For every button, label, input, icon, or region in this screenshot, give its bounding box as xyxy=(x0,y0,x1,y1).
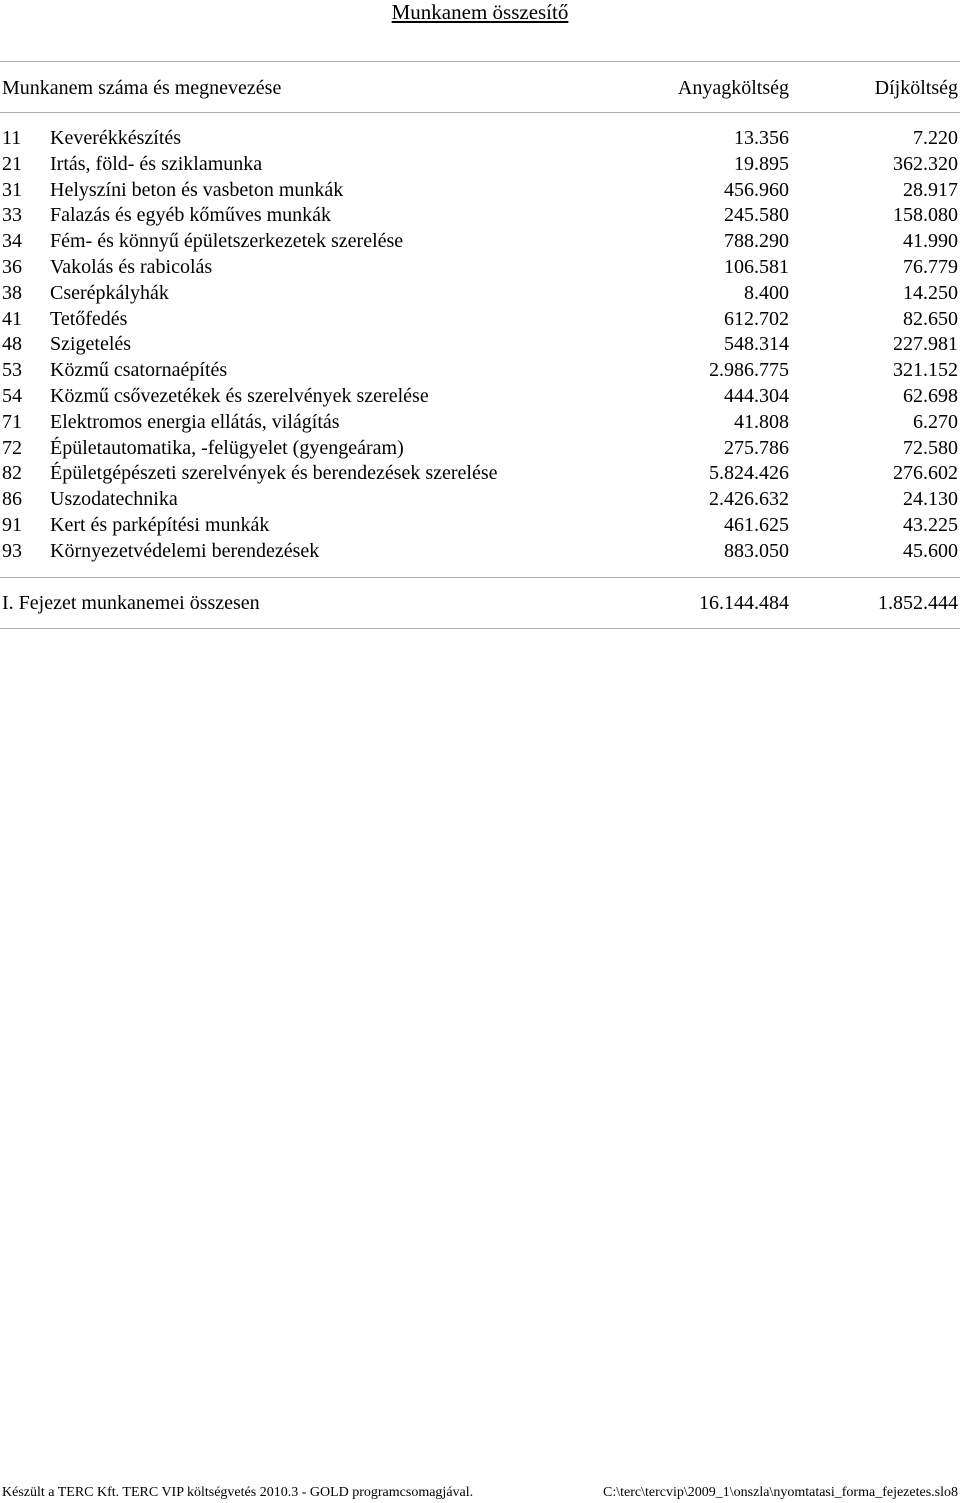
row-fee-cost: 276.602 xyxy=(893,462,958,485)
row-fee-cost: 43.225 xyxy=(903,513,958,536)
row-code: 48 xyxy=(2,333,22,356)
document-title: Munkanem összesítő xyxy=(391,0,569,24)
row-name: Kert és parképítési munkák xyxy=(50,513,270,536)
table-row xyxy=(0,126,960,152)
row-material-cost: 883.050 xyxy=(724,539,789,562)
row-fee-cost: 227.981 xyxy=(893,333,958,356)
row-material-cost: 548.314 xyxy=(724,333,789,356)
header-bottom-divider xyxy=(0,112,960,113)
row-material-cost: 2.986.775 xyxy=(709,359,789,382)
row-material-cost: 275.786 xyxy=(724,436,789,459)
table-row xyxy=(0,281,960,307)
row-fee-cost: 76.779 xyxy=(903,255,958,278)
row-name: Cserépkályhák xyxy=(50,281,169,304)
table-row xyxy=(0,307,960,333)
total-label: I. Fejezet munkanemei összesen xyxy=(2,592,260,614)
footer-file-path: C:\terc\tercvip\2009_1\onszla\nyomtatasi_forma_fejezetes.slo8 xyxy=(603,1485,958,1500)
total-top-divider xyxy=(0,577,960,578)
total-fee-cost: 1.852.444 xyxy=(878,592,958,614)
row-code: 71 xyxy=(2,410,22,433)
row-fee-cost: 72.580 xyxy=(903,436,958,459)
total-bottom-divider xyxy=(0,628,960,629)
row-fee-cost: 14.250 xyxy=(903,281,958,304)
row-name: Tetőfedés xyxy=(50,307,128,330)
row-fee-cost: 321.152 xyxy=(893,359,958,382)
row-name: Közmű csővezetékek és szerelvények szerelése xyxy=(50,384,429,407)
row-code: 36 xyxy=(2,255,22,278)
row-code: 21 xyxy=(2,152,22,175)
row-code: 11 xyxy=(2,127,22,149)
row-material-cost: 19.895 xyxy=(734,152,789,175)
row-fee-cost: 41.990 xyxy=(903,230,958,253)
row-name: Vakolás és rabicolás xyxy=(50,255,213,278)
row-code: 41 xyxy=(2,307,22,330)
table-row xyxy=(0,436,960,462)
row-material-cost: 245.580 xyxy=(724,204,789,227)
table-row xyxy=(0,178,960,204)
table-header xyxy=(0,75,960,101)
table-row xyxy=(0,384,960,410)
row-material-cost: 612.702 xyxy=(724,307,789,330)
row-fee-cost: 7.220 xyxy=(913,127,958,149)
row-fee-cost: 158.080 xyxy=(893,204,958,227)
row-name: Keverékkészítés xyxy=(50,127,182,149)
row-material-cost: 788.290 xyxy=(724,230,789,253)
table-row xyxy=(0,203,960,229)
table-row xyxy=(0,229,960,255)
table-row xyxy=(0,358,960,384)
row-fee-cost: 82.650 xyxy=(903,307,958,330)
row-code: 34 xyxy=(2,230,22,253)
row-code: 38 xyxy=(2,281,22,304)
header-top-divider xyxy=(0,61,960,62)
row-fee-cost: 62.698 xyxy=(903,384,958,407)
row-code: 53 xyxy=(2,359,22,382)
row-code: 72 xyxy=(2,436,22,459)
row-code: 86 xyxy=(2,488,22,511)
row-name: Elektromos energia ellátás, világítás xyxy=(50,410,340,433)
row-material-cost: 13.356 xyxy=(734,127,789,149)
row-name: Épületgépészeti szerelvények és berendezések szerelése xyxy=(50,462,498,485)
row-code: 31 xyxy=(2,178,22,201)
header-material-cost: Anyagköltség xyxy=(677,77,789,99)
total-material-cost: 16.144.484 xyxy=(699,592,789,614)
row-name: Uszodatechnika xyxy=(50,488,178,511)
row-fee-cost: 45.600 xyxy=(903,539,958,562)
table-row xyxy=(0,487,960,513)
table-row xyxy=(0,152,960,178)
table-row xyxy=(0,513,960,539)
row-material-cost: 456.960 xyxy=(724,178,789,201)
table-body xyxy=(0,126,960,565)
row-material-cost: 8.400 xyxy=(744,281,789,304)
row-material-cost: 2.426.632 xyxy=(709,488,789,511)
row-material-cost: 461.625 xyxy=(724,513,789,536)
row-name: Helyszíni beton és vasbeton munkák xyxy=(50,178,344,201)
row-fee-cost: 28.917 xyxy=(903,178,958,201)
row-name: Irtás, föld- és sziklamunka xyxy=(50,152,263,175)
row-material-cost: 106.581 xyxy=(724,255,789,278)
row-name: Közmű csatornaépítés xyxy=(50,359,228,382)
row-name: Fém- és könnyű épületszerkezetek szerelése xyxy=(50,230,404,253)
row-name: Épületautomatika, -felügyelet (gyengeáram) xyxy=(50,436,404,459)
table-row xyxy=(0,539,960,565)
row-code: 93 xyxy=(2,539,22,562)
page-footer xyxy=(0,1484,960,1502)
row-code: 33 xyxy=(2,204,22,227)
total-row xyxy=(0,590,960,616)
footer-software-note: Készült a TERC Kft. TERC VIP költségvetés 2010.3 - GOLD programcsomagjával. xyxy=(2,1485,474,1500)
header-fee-cost: Díjköltség xyxy=(874,77,958,99)
table-row xyxy=(0,410,960,436)
table-row xyxy=(0,332,960,358)
row-material-cost: 41.808 xyxy=(734,410,789,433)
table-row xyxy=(0,255,960,281)
row-name: Szigetelés xyxy=(50,333,132,356)
row-fee-cost: 362.320 xyxy=(893,152,958,175)
header-name: Munkanem száma és megnevezése xyxy=(2,77,282,99)
row-material-cost: 444.304 xyxy=(724,384,789,407)
row-fee-cost: 6.270 xyxy=(913,410,958,433)
table-row xyxy=(0,461,960,487)
row-code: 54 xyxy=(2,384,22,407)
row-code: 82 xyxy=(2,462,22,485)
row-code: 91 xyxy=(2,513,22,536)
row-material-cost: 5.824.426 xyxy=(709,462,789,485)
row-fee-cost: 24.130 xyxy=(903,488,958,511)
row-name: Falazás és egyéb kőműves munkák xyxy=(50,204,332,227)
row-name: Környezetvédelemi berendezések xyxy=(50,539,320,562)
